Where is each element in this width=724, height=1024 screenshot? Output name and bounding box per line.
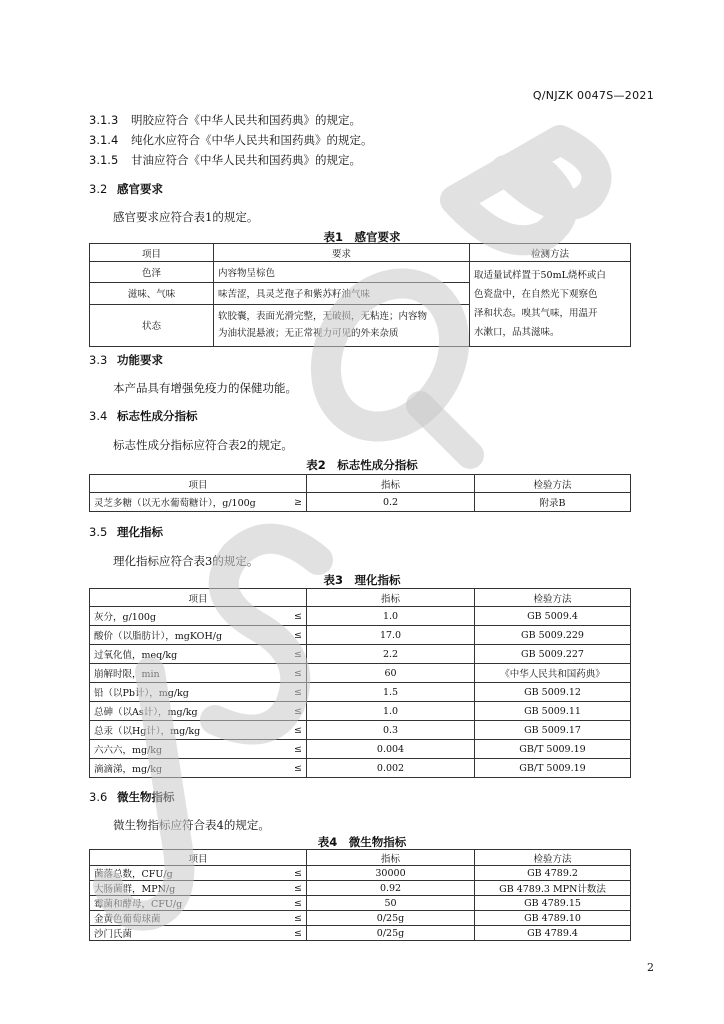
table-cell-value: 0/25g	[307, 911, 475, 926]
table-cell-value: 0.004	[307, 740, 475, 759]
table-cell-value: 60	[307, 664, 475, 683]
table-header: 检验方法	[475, 589, 631, 607]
table-cell-symbol: ≤	[289, 896, 307, 911]
section-paragraph: 标志性成分指标应符合表2的规定。	[113, 438, 293, 452]
table3-physicochemical	[89, 588, 631, 778]
table-cell-method: GB 4789.3 MPN计数法	[475, 881, 631, 896]
table-cell-method: GB 5009.12	[475, 683, 631, 702]
table-cell-item: 状态	[90, 304, 214, 347]
section-heading-3-6	[89, 789, 175, 805]
table-cell-item: 霉菌和酵母，CFU/g	[90, 896, 289, 911]
table-cell-symbol: ≤	[289, 683, 307, 702]
table-cell-value: 0/25g	[307, 926, 475, 941]
table-cell-symbol: ≤	[289, 740, 307, 759]
table-cell-symbol: ≤	[289, 645, 307, 664]
table-cell-method: 附录B	[475, 493, 631, 512]
section-heading-3-4	[89, 408, 198, 424]
clause-3-1-5	[89, 152, 361, 168]
table1-sensory	[89, 243, 631, 347]
section-paragraph: 微生物指标应符合表4的规定。	[113, 818, 270, 832]
table-cell-method	[470, 262, 631, 347]
section-paragraph: 本产品具有增强免疫力的保健功能。	[113, 381, 297, 395]
table-cell-method: GB 5009.11	[475, 702, 631, 721]
table-header: 检验方法	[475, 850, 631, 866]
table-cell-value: 2.2	[307, 645, 475, 664]
table4-caption: 表4 微生物指标	[317, 835, 407, 849]
table1-caption: 表1 感官要求	[323, 230, 401, 244]
table-cell-item: 大肠菌群，MPN/g	[90, 881, 289, 896]
clause-3-1-3	[89, 112, 361, 128]
table-cell-item: 酸价（以脂肪计），mgKOH/g	[90, 626, 289, 645]
table-cell-method: GB/T 5009.19	[475, 740, 631, 759]
method-line: 水漱口，品其滋味。	[474, 327, 560, 338]
table3-caption: 表3 理化指标	[323, 573, 401, 587]
table-cell-method: GB 4789.4	[475, 926, 631, 941]
table-cell-method: GB 5009.227	[475, 645, 631, 664]
section-number: 3.4	[89, 409, 108, 423]
table-cell-method: GB 5009.4	[475, 607, 631, 626]
watermark-letter-b	[455, 140, 597, 240]
section-number: 3.6	[89, 790, 108, 804]
clause-text: 明胶应符合《中华人民共和国药典》的规定。	[131, 113, 361, 127]
section-paragraph: 感官要求应符合表1的规定。	[113, 210, 259, 224]
clause-text: 甘油应符合《中华人民共和国药典》的规定。	[131, 153, 361, 167]
section-title: 理化指标	[117, 525, 163, 539]
table-cell-value: 17.0	[307, 626, 475, 645]
table-cell-method: 《中华人民共和国药典》	[475, 664, 631, 683]
clause-number: 3.1.5	[89, 153, 119, 167]
table-header: 要求	[214, 244, 470, 262]
table2-caption: 表2 标志性成分指标	[306, 458, 418, 472]
table-cell-item: 灵芝多糖（以无水葡萄糖计），g/100g	[90, 493, 289, 512]
table-cell-method: GB 4789.15	[475, 896, 631, 911]
table-cell-symbol: ≤	[289, 926, 307, 941]
table-header: 项目	[90, 850, 307, 866]
table-cell-symbol: ≤	[289, 866, 307, 881]
table-header: 项目	[90, 475, 307, 493]
table-header: 项目	[90, 589, 307, 607]
table-cell-method: GB 5009.17	[475, 721, 631, 740]
table-cell-symbol: ≤	[289, 607, 307, 626]
table-header: 检验方法	[475, 475, 631, 493]
section-heading-3-5	[89, 524, 163, 540]
section-heading-3-2	[89, 181, 163, 197]
table-cell-symbol: ≥	[289, 493, 307, 512]
table-cell-value: 0.92	[307, 881, 475, 896]
table-cell-value: 1.5	[307, 683, 475, 702]
table-cell-value: 0.3	[307, 721, 475, 740]
table-cell-symbol: ≤	[289, 721, 307, 740]
table-header: 指标	[307, 589, 475, 607]
section-heading-3-3	[89, 352, 163, 368]
table-cell-requirement: 味苦涩，具灵芝孢子和紫苏籽油气味	[214, 283, 470, 304]
table-header: 检测方法	[470, 244, 631, 262]
requirement-line: 软胶囊，表面光滑完整，无破损，无粘连；内容物	[218, 311, 428, 323]
table-cell-method: GB 4789.10	[475, 911, 631, 926]
clause-number: 3.1.3	[89, 113, 119, 127]
section-title: 微生物指标	[117, 790, 175, 804]
table-cell-value: 1.0	[307, 607, 475, 626]
table-cell-symbol: ≤	[289, 881, 307, 896]
table-cell-item: 铅（以Pb计），mg/kg	[90, 683, 289, 702]
section-number: 3.5	[89, 525, 108, 539]
section-number: 3.3	[89, 353, 108, 367]
table-cell-item: 沙门氏菌	[90, 926, 289, 941]
table-cell-requirement: 内容物呈棕色	[214, 262, 470, 283]
table-cell-value: 0.2	[307, 493, 475, 512]
method-line: 色瓷盘中，在自然光下观察色	[474, 289, 598, 300]
table-cell-value: 0.002	[307, 759, 475, 778]
table-cell-symbol: ≤	[289, 664, 307, 683]
table-cell-requirement	[214, 304, 470, 347]
clause-text: 纯化水应符合《中华人民共和国药典》的规定。	[131, 133, 373, 147]
table-cell-item: 菌落总数，CFU/g	[90, 866, 289, 881]
table-cell-symbol: ≤	[289, 702, 307, 721]
table-cell-symbol: ≤	[289, 759, 307, 778]
watermark-letter-q-tail	[420, 405, 470, 455]
table-cell-item: 总砷（以As计），mg/kg	[90, 702, 289, 721]
clause-3-1-4	[89, 132, 373, 148]
table-cell-method: GB 4789.2	[475, 866, 631, 881]
table-cell-item: 滴滴涕，mg/kg	[90, 759, 289, 778]
table-cell-value: 30000	[307, 866, 475, 881]
table-cell-item: 崩解时限，min	[90, 664, 289, 683]
table-cell-item: 总汞（以Hg计），mg/kg	[90, 721, 289, 740]
section-title: 标志性成分指标	[117, 409, 198, 423]
table-header: 项目	[90, 244, 214, 262]
page-number: 2	[647, 961, 654, 974]
table-cell-method: GB 5009.229	[475, 626, 631, 645]
table-header: 指标	[307, 850, 475, 866]
table-header: 指标	[307, 475, 475, 493]
section-paragraph: 理化指标应符合表3的规定。	[113, 554, 259, 568]
table4-microbiological	[89, 849, 631, 941]
method-line: 泽和状态。嗅其气味，用温开	[474, 308, 598, 319]
table-cell-value: 50	[307, 896, 475, 911]
table-cell-value: 1.0	[307, 702, 475, 721]
table2-marker-component	[89, 474, 631, 512]
table-cell-item: 过氧化值，meq/kg	[90, 645, 289, 664]
standard-code: Q/NJZK 0047S—2021	[532, 89, 654, 102]
table-cell-item: 六六六，mg/kg	[90, 740, 289, 759]
table-cell-method: GB/T 5009.19	[475, 759, 631, 778]
table-cell-item: 色泽	[90, 262, 214, 283]
table-cell-symbol: ≤	[289, 626, 307, 645]
section-title: 功能要求	[117, 353, 163, 367]
table-cell-symbol: ≤	[289, 911, 307, 926]
section-number: 3.2	[89, 182, 108, 196]
table-cell-item: 滋味、气味	[90, 283, 214, 304]
table-cell-item: 金黄色葡萄球菌	[90, 911, 289, 926]
requirement-line: 为油状混悬液；无正常视力可见的外来杂质	[218, 328, 399, 340]
section-title: 感官要求	[117, 182, 163, 196]
clause-number: 3.1.4	[89, 133, 119, 147]
table-cell-item: 灰分，g/100g	[90, 607, 289, 626]
method-line: 取适量试样置于50mL烧杯或白	[474, 270, 606, 281]
